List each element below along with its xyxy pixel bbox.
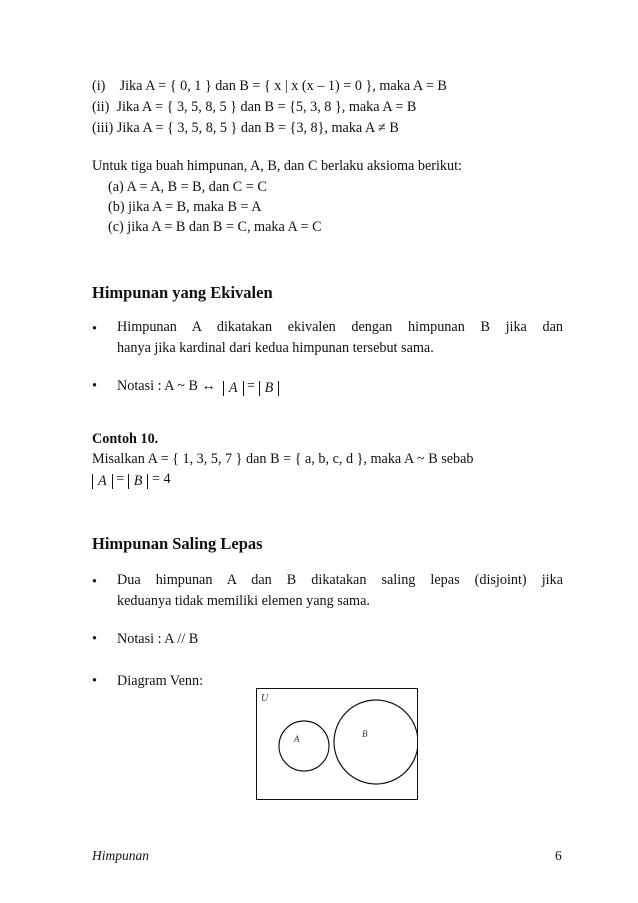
contoh-line-2 bbox=[92, 470, 171, 489]
example-3-text: Jika A = { 3, 5, 8, 5 } dan B = {3, 8}, maka A ≠ B bbox=[116, 120, 399, 136]
contoh-cardinal-b bbox=[128, 474, 149, 489]
footer-title: Himpunan bbox=[92, 848, 149, 863]
cardinal-a-symbol: A bbox=[228, 380, 238, 396]
contoh-cardinal-a-symbol: A bbox=[98, 473, 107, 489]
bullet-icon: • bbox=[92, 378, 97, 394]
bullet-icon: • bbox=[92, 673, 97, 689]
example-3-label: (iii) bbox=[92, 120, 114, 136]
set-b-circle bbox=[334, 700, 418, 784]
lepas-notasi: Notasi : A // B bbox=[117, 631, 199, 647]
contoh-title: Contoh 10. bbox=[92, 431, 159, 447]
example-3 bbox=[92, 119, 399, 137]
lepas-definition bbox=[117, 570, 563, 612]
set-a-label: A bbox=[294, 734, 300, 744]
contoh-cardinal-a bbox=[92, 474, 113, 489]
axiom-a: (a) A = A, B = B, dan C = C bbox=[108, 179, 267, 195]
contoh-line-1: Misalkan A = { 1, 3, 5, 7 } dan B = { a, b, c, d }, maka A ~ B sebab bbox=[92, 451, 474, 467]
universe-rect bbox=[257, 689, 418, 800]
example-2-text: Jika A = { 3, 5, 8, 5 } dan B = {5, 3, 8 }, maka A = B bbox=[116, 99, 417, 115]
venn-diagram bbox=[256, 688, 418, 800]
ekivalen-def-line-1: Himpunan A dikatakan ekivalen dengan himpunan B jika dan bbox=[117, 319, 563, 335]
example-1 bbox=[92, 77, 447, 95]
bullet-icon: • bbox=[92, 574, 97, 590]
ekivalen-def-line-2: hanya jika kardinal dari kedua himpunan tersebut sama. bbox=[117, 340, 434, 356]
notasi-prefix: Notasi : A ~ B ↔ bbox=[117, 378, 216, 394]
axiom-intro: Untuk tiga buah himpunan, A, B, dan C berlaku aksioma berikut: bbox=[92, 158, 462, 174]
heading-saling-lepas: Himpunan Saling Lepas bbox=[92, 534, 263, 553]
set-b-label: B bbox=[362, 729, 368, 739]
contoh-cardinal-b-symbol: B bbox=[133, 473, 143, 489]
example-2-label: (ii) bbox=[92, 99, 110, 115]
axiom-b: (b) jika A = B, maka B = A bbox=[108, 199, 262, 215]
cardinal-a bbox=[223, 381, 244, 396]
contoh-result: = 4 bbox=[152, 471, 171, 487]
notasi-equals: = bbox=[247, 378, 256, 394]
example-2 bbox=[92, 98, 416, 116]
contoh-equals: = bbox=[116, 471, 125, 487]
cardinal-b-symbol: B bbox=[264, 380, 274, 396]
ekivalen-definition bbox=[117, 317, 563, 359]
example-1-text: Jika A = { 0, 1 } dan B = { x | x (x – 1) = 0 }, maka A = B bbox=[119, 78, 447, 94]
axiom-c: (c) jika A = B dan B = C, maka A = C bbox=[108, 219, 322, 235]
page-number: 6 bbox=[555, 848, 562, 863]
set-a-circle bbox=[279, 721, 329, 771]
lepas-def-line-1: Dua himpunan A dan B dikatakan saling lepas (disjoint) jika bbox=[117, 572, 563, 588]
cardinal-b bbox=[259, 381, 280, 396]
example-1-label: (i) bbox=[92, 78, 106, 94]
bullet-icon: • bbox=[92, 631, 97, 647]
lepas-def-line-2: keduanya tidak memiliki elemen yang sama. bbox=[117, 593, 370, 609]
heading-ekivalen: Himpunan yang Ekivalen bbox=[92, 283, 273, 302]
venn-caption: Diagram Venn: bbox=[117, 673, 204, 689]
universe-label: U bbox=[261, 693, 269, 704]
ekivalen-notasi bbox=[117, 377, 279, 396]
bullet-icon: • bbox=[92, 321, 97, 337]
